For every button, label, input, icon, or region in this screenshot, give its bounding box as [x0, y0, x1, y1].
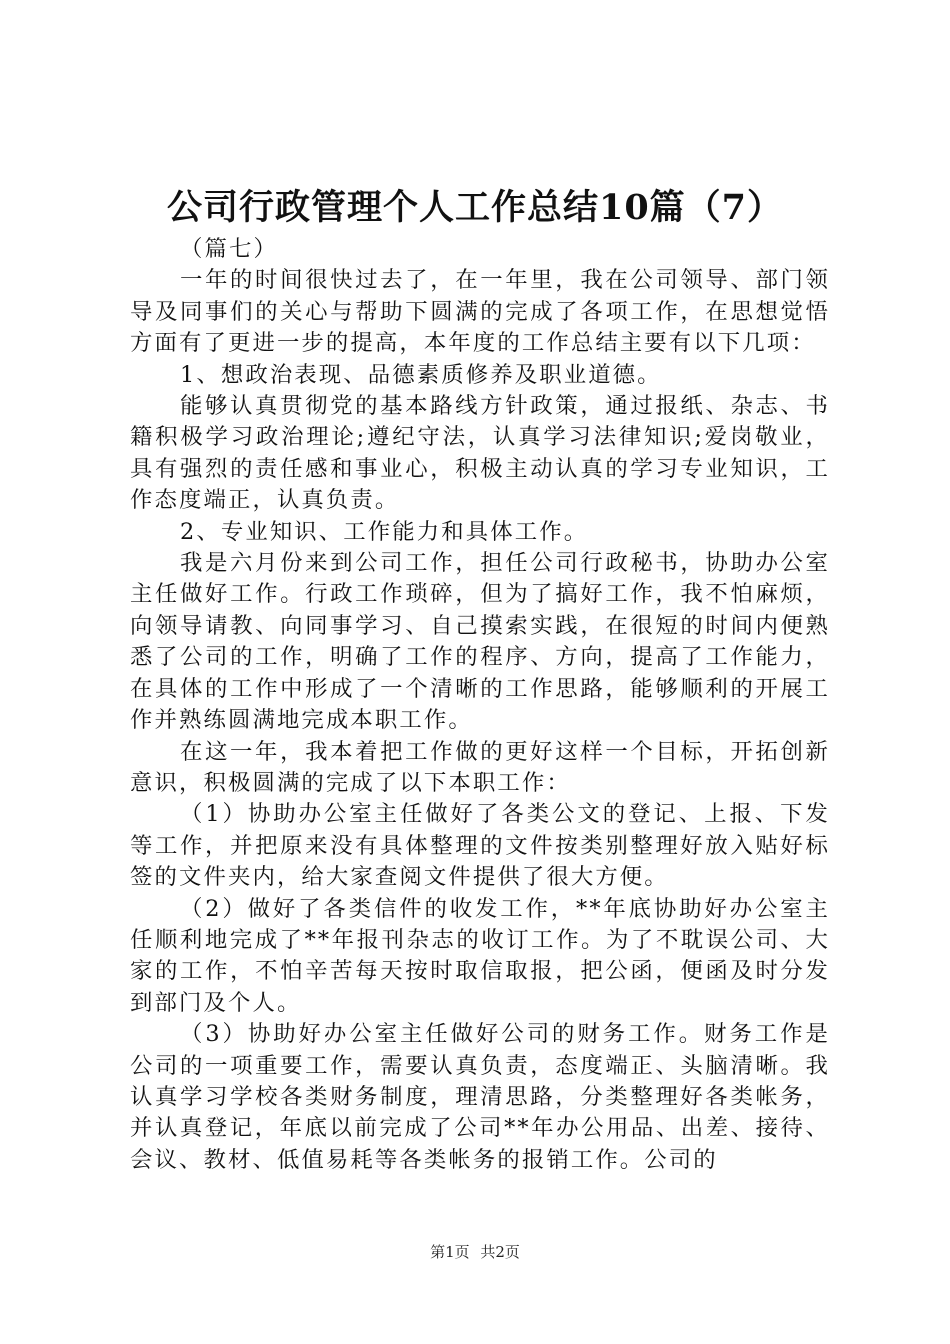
document-body [130, 234, 830, 1176]
page-footer [0, 1240, 950, 1264]
paragraph-politics: 能够认真贯彻党的基本路线方针政策，通过报纸、杂志、书籍积极学习政治理论;遵纪守法，认真学习法律知识;爱岗敬业，具有强烈的责任感和事业心，积极主动认真的学习专业知识，工作态度端正，认真负责。 [130, 393, 830, 514]
paragraph-intro: 一年的时间很快过去了，在一年里，我在公司领导、部门领导及同事们的关心与帮助下圆满的完成了各项工作，在思想觉悟方面有了更进一步的提高，本年度的工作总结主要有以下几项： [130, 267, 830, 357]
paragraph-item-2: （2）做好了各类信件的收发工作，**年底协助好办公室主任顺利地完成了**年报刊杂志的收订工作。为了不耽误公司、大家的工作，不怕辛苦每天按时取信取报，把公函，便函及时分发到部门及个人。 [130, 895, 830, 1016]
page-number: 第1页 [430, 1243, 470, 1261]
paragraph-item-1: （1）协助办公室主任做好了各类公文的登记、上报、下发等工作，并把原来没有具体整理的文件按类别整理好放入贴好标签的文件夹内，给大家查阅文件提供了很大方便。 [130, 801, 830, 891]
paragraph-this-year: 在这一年，我本着把工作做的更好这样一个目标，开拓创新意识，积极圆满的完成了以下本职工作： [130, 738, 830, 796]
paragraph-chapter-label: （篇七） [180, 236, 278, 262]
paragraph-item-3: （3）协助好办公室主任做好公司的财务工作。财务工作是公司的一项重要工作，需要认真负责，态度端正、头脑清晰。我认真学习学校各类财务制度，理清思路，分类整理好各类帐务，并认真登记，年底以前完成了公司**年办公用品、出差、接待、会议、教材、低值易耗等各类帐务的报销工作。公司的 [130, 1021, 830, 1173]
document-title: 公司行政管理个人工作总结10篇（7） [166, 187, 784, 228]
paragraph-work-ability: 我是六月份来到公司工作，担任公司行政秘书，协助办公室主任做好工作。行政工作琐碎，但为了搞好工作，我不怕麻烦，向领导请教、向同事学习、自己摸索实践，在很短的时间内便熟悉了公司的工作，明确了工作的程序、方向，提高了工作能力，在具体的工作中形成了一个清晰的工作思路，能够顺利的开展工作并熟练圆满地完成本职工作。 [130, 550, 830, 734]
page-total: 共2页 [480, 1243, 520, 1261]
paragraph-heading-1: 1、想政治表现、品德素质修养及职业道德。 [180, 361, 662, 388]
paragraph-heading-2: 2、专业知识、工作能力和具体工作。 [180, 518, 589, 545]
